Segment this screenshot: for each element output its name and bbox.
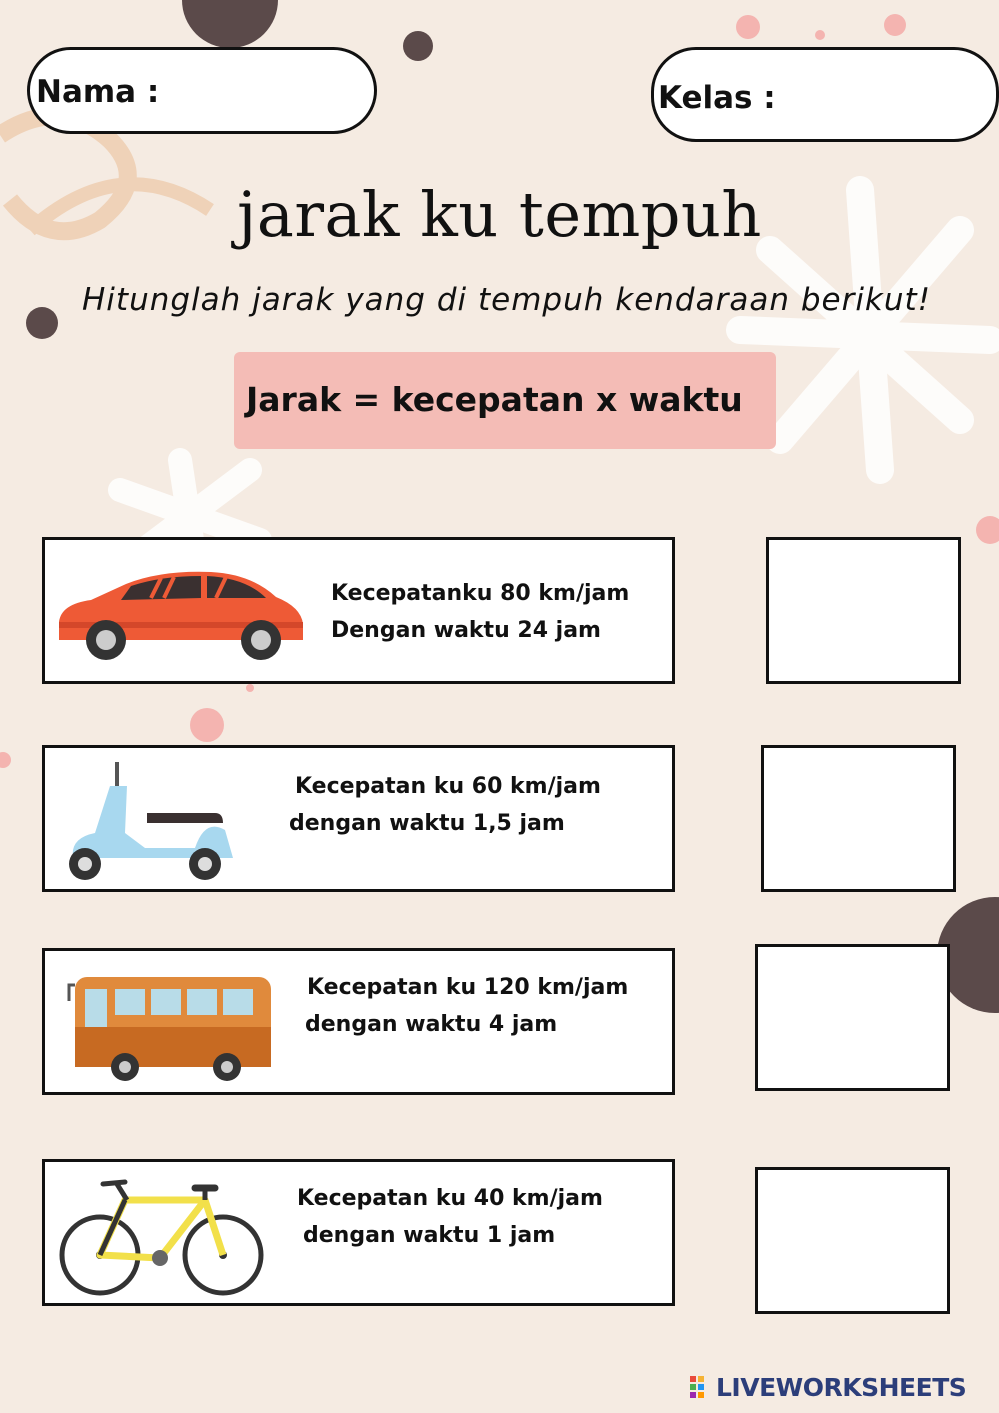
question-3-time: dengan waktu 4 jam	[305, 1012, 558, 1037]
bus-icon	[67, 965, 287, 1085]
answer-input-2[interactable]	[761, 745, 956, 892]
formula-text: Jarak = kecepatan x waktu	[246, 380, 743, 419]
question-card-bus	[42, 948, 675, 1095]
question-card-scooter	[42, 745, 675, 892]
question-1-speed: Kecepatanku 80 km/jam	[331, 581, 630, 606]
nama-field-container	[27, 47, 377, 134]
question-2-time: dengan waktu 1,5 jam	[289, 811, 565, 836]
answer-input-4[interactable]	[755, 1167, 950, 1314]
question-2-speed: Kecepatan ku 60 km/jam	[295, 774, 601, 799]
formula-box	[234, 352, 776, 449]
kelas-input[interactable]	[784, 78, 978, 120]
page-title: jarak ku tempuh	[237, 178, 762, 251]
instruction-text: Hitunglah jarak yang di tempuh kendaraan berikut!	[82, 282, 932, 318]
scooter-icon	[55, 758, 240, 883]
question-1-time: Dengan waktu 24 jam	[331, 618, 601, 643]
bicycle-icon	[55, 1170, 270, 1300]
kelas-field-container	[651, 47, 999, 142]
brand-text: LIVEWORKSHEETS	[716, 1373, 967, 1402]
answer-input-3[interactable]	[755, 944, 950, 1091]
kelas-label: Kelas :	[658, 80, 776, 116]
liveworksheets-logo-icon	[690, 1376, 712, 1398]
question-3-speed: Kecepatan ku 120 km/jam	[307, 975, 629, 1000]
question-4-speed: Kecepatan ku 40 km/jam	[297, 1186, 603, 1211]
question-card-car	[42, 537, 675, 684]
answer-input-1[interactable]	[766, 537, 961, 684]
nama-input[interactable]	[170, 72, 364, 114]
car-icon	[51, 562, 311, 662]
question-card-bicycle	[42, 1159, 675, 1306]
nama-label: Nama :	[36, 74, 160, 110]
question-4-time: dengan waktu 1 jam	[303, 1223, 556, 1248]
